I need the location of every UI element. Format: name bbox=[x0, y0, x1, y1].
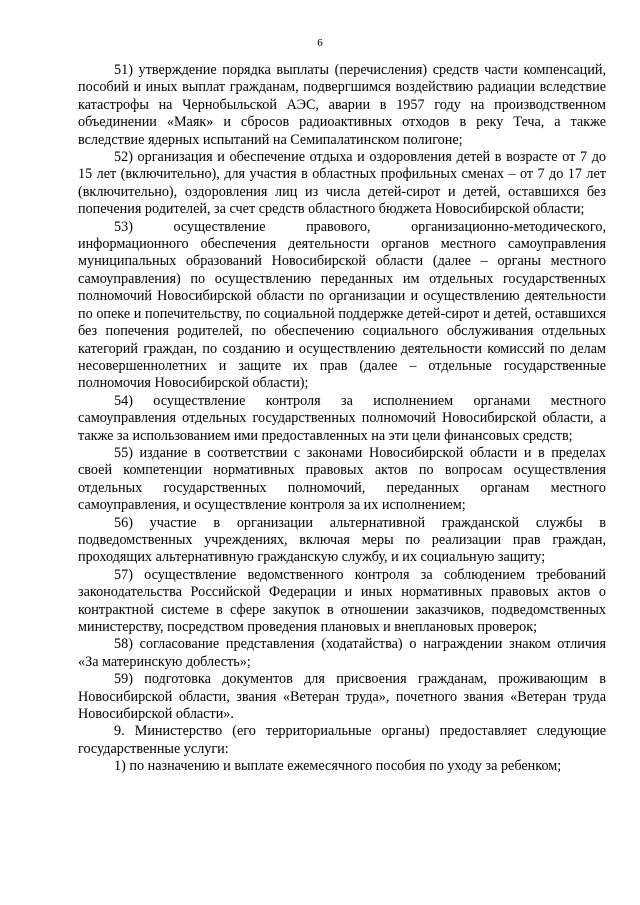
paragraph-item-57: 57) осуществление ведомственного контроля за соблюдением требований законодательства Российской Федерации и иных нормативных правовых актов о контрактной системе в сфере закупок в отношении заказчиков, подведомственных министерству, посредством проведения плановых и внеплановых проверок; bbox=[78, 566, 606, 635]
paragraph-item-56: 56) участие в организации альтернативной гражданской службы в подведомственных учреждениях, включая меры по реализации прав граждан, проходящих альтернативную гражданскую службу, и их социальную защиту; bbox=[78, 514, 606, 566]
document-body bbox=[78, 62, 606, 776]
section-9-heading: 9. Министерство (его территориальные органы) предоставляет следующие государственные услуги: bbox=[78, 723, 606, 757]
paragraph-item-52: 52) организация и обеспечение отдыха и оздоровления детей в возрасте от 7 до 15 лет (включительно), для участия в областных профильных сменах – от 7 до 17 лет (включительно), оздоровления лиц из числа детей-сирот и детей, оставшихся без попечения родителей, за счет средств областного бюджета Новосибирской области; bbox=[78, 149, 606, 218]
paragraph-item-51: 51) утверждение порядка выплаты (перечисления) средств части компенсаций, пособий и иных выплат гражданам, подвергшимся воздействию радиации вследствие катастрофы на Чернобыльской АЭС, аварии в 1957 году на производственном объединении «Маяк» и сбросов радиоактивных отходов в реку Теча, а также вследствие ядерных испытаний на Семипалатинском полигоне; bbox=[78, 62, 606, 148]
service-item-1: 1) по назначению и выплате ежемесячного пособия по уходу за ребенком; bbox=[114, 758, 562, 775]
paragraph-item-59: 59) подготовка документов для присвоения гражданам, проживающим в Новосибирской области, звания «Ветеран труда», почетного звания «Ветеран труда Новосибирской области». bbox=[78, 671, 606, 723]
paragraph-item-53: 53) осуществление правового, организационно-методического, информационного обеспечения деятельности органов местного самоуправления муниципальных образований Новосибирской области (далее – органы местного самоуправления) по осуществлению переданных им отдельных государственных полномочий Новосибирской области по организации и осуществлению деятельности по опеке и попечительству, по социальной поддержке детей-сирот и детей, оставшихся без попечения родителей, по обеспечению социального обслуживания отдельных категорий граждан, по созданию и осуществлению деятельности комиссий по делам несовершеннолетних и защите их прав (далее – отдельные государственные полномочия Новосибирской области); bbox=[78, 218, 606, 392]
page-number: 6 bbox=[317, 37, 323, 49]
paragraph-item-55: 55) издание в соответствии с законами Новосибирской области и в пределах своей компетенции нормативных правовых актов по вопросам осуществления отдельных государственных полномочий, переданных органам местного самоуправления, и осуществление контроля за их исполнением; bbox=[78, 444, 606, 514]
paragraph-item-58: 58) согласование представления (ходатайства) о награждении знаком отличия «За материнскую доблесть»; bbox=[78, 636, 606, 670]
paragraph-item-54: 54) осуществление контроля за исполнением органами местного самоуправления отдельных государственных полномочий Новосибирской области, а также за использованием ими предоставленных на эти цели финансовых средств; bbox=[78, 392, 606, 444]
